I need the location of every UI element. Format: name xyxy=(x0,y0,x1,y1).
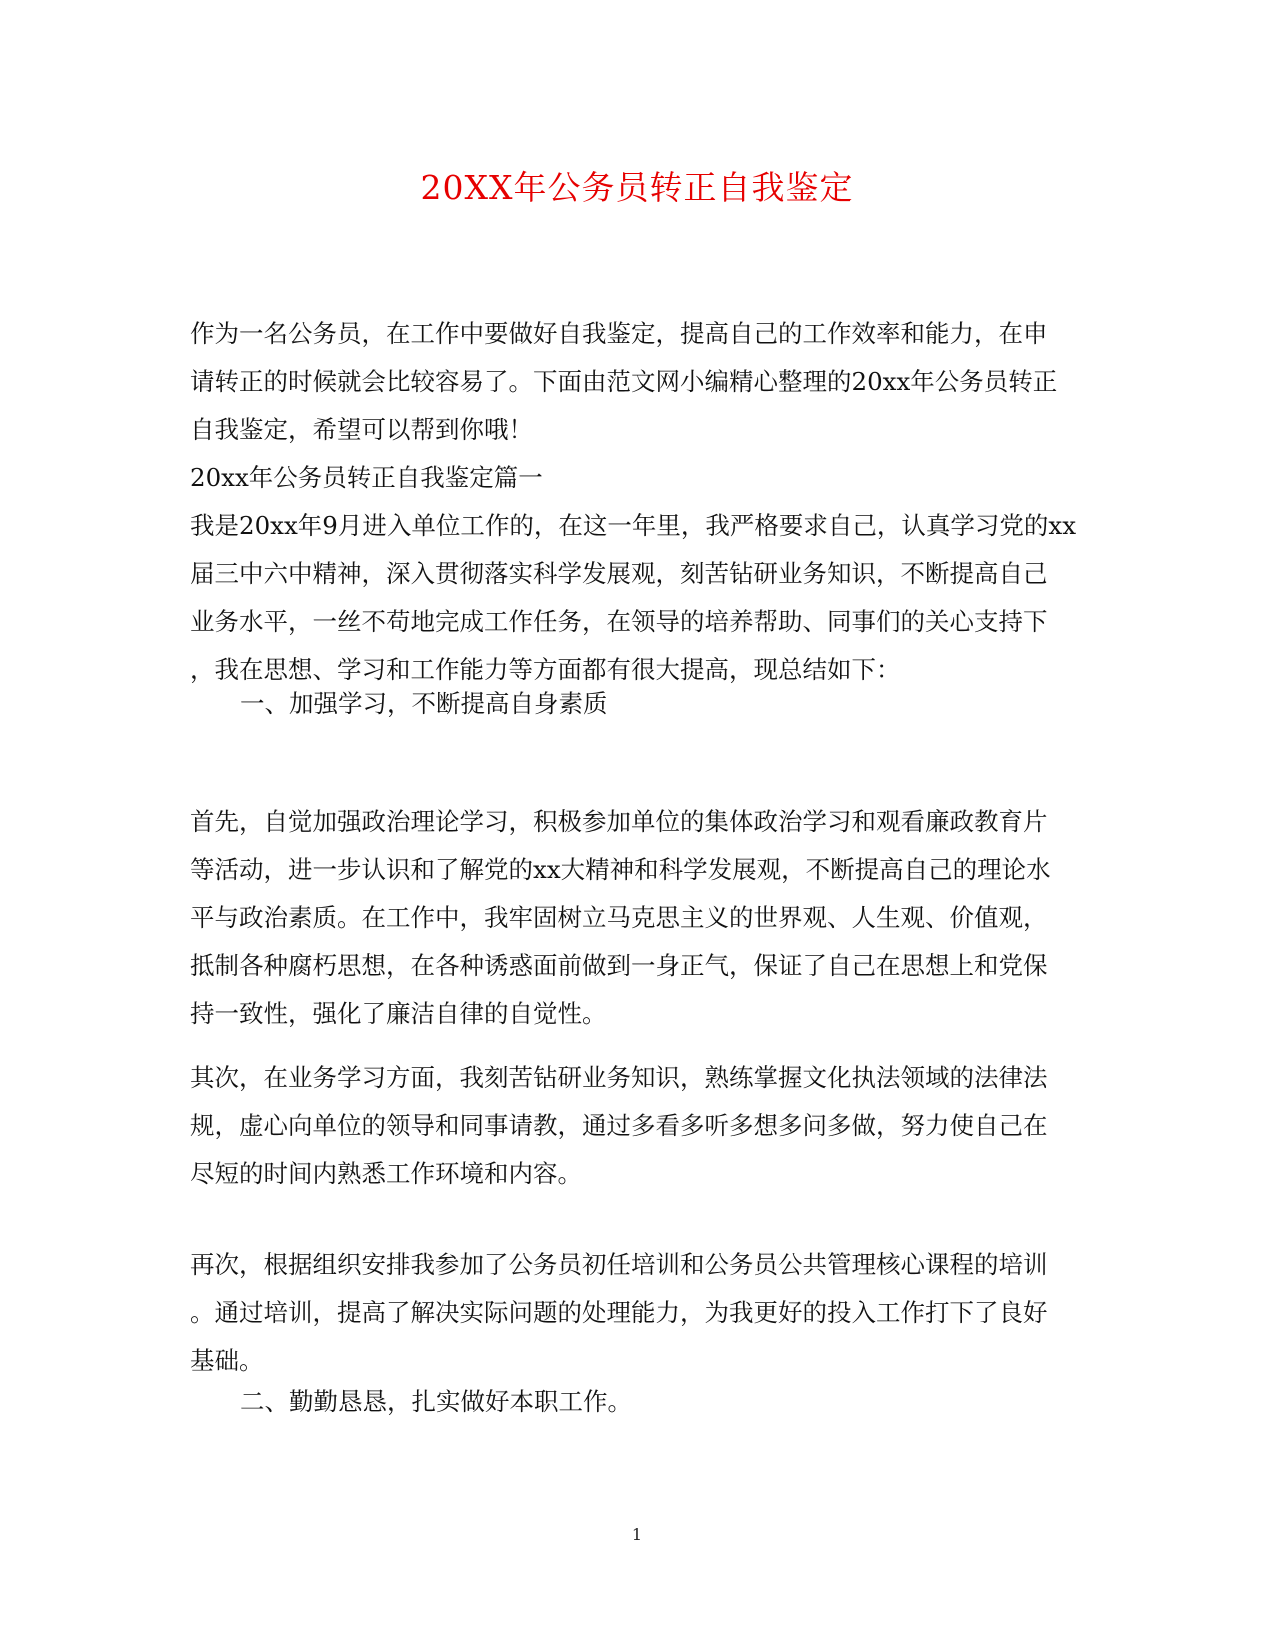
text-line: 。通过培训，提高了解决实际问题的处理能力，为我更好的投入工作打下了良好 xyxy=(190,1298,1048,1327)
paragraph-block xyxy=(190,1054,1085,1198)
section-subtitle: 20xx年公务员转正自我鉴定篇一 xyxy=(190,463,543,492)
text-line: 自我鉴定，希望可以帮到你哦！ xyxy=(190,415,533,444)
text-line: ，我在思想、学习和工作能力等方面都有很大提高，现总结如下： xyxy=(190,655,901,684)
text-line: 再次，根据组织安排我参加了公务员初任培训和公务员公共管理核心课程的培训 xyxy=(190,1250,1048,1279)
document-title: 20XX年公务员转正自我鉴定 xyxy=(420,168,854,207)
text-line: 抵制各种腐朽思想，在各种诱惑面前做到一身正气，保证了自己在思想上和党保 xyxy=(190,951,1048,980)
text-line: 我是20xx年9月进入单位工作的，在这一年里，我严格要求自己，认真学习党的xx xyxy=(190,511,1077,540)
text-line: 规，虚心向单位的领导和同事请教，通过多看多听多想多问多做，努力使自己在 xyxy=(190,1111,1048,1140)
text-line: 作为一名公务员，在工作中要做好自我鉴定，提高自己的工作效率和能力，在申 xyxy=(190,319,1048,348)
heading-block xyxy=(190,1378,1085,1426)
text-line: 等活动，进一步认识和了解党的xx大精神和科学发展观，不断提高自己的理论水 xyxy=(190,855,1051,884)
page-number: 1 xyxy=(631,1525,643,1544)
text-line: 平与政治素质。在工作中，我牢固树立马克思主义的世界观、人生观、价值观， xyxy=(190,903,1048,932)
text-line: 首先，自觉加强政治理论学习，积极参加单位的集体政治学习和观看廉政教育片 xyxy=(190,807,1048,836)
heading-block xyxy=(190,680,1085,728)
intro-block xyxy=(190,310,1085,694)
text-line: 届三中六中精神，深入贯彻落实科学发展观，刻苦钻研业务知识，不断提高自己 xyxy=(190,559,1048,588)
text-line: 业务水平，一丝不苟地完成工作任务，在领导的培养帮助、同事们的关心支持下 xyxy=(190,607,1048,636)
paragraph-block xyxy=(190,1241,1085,1385)
text-line: 请转正的时候就会比较容易了。下面由范文网小编精心整理的20xx年公务员转正 xyxy=(190,367,1058,396)
section-heading: 二、勤勤恳恳，扎实做好本职工作。 xyxy=(240,1387,632,1416)
text-line: 持一致性，强化了廉洁自律的自觉性。 xyxy=(190,999,607,1028)
text-line: 其次，在业务学习方面，我刻苦钻研业务知识，熟练掌握文化执法领域的法律法 xyxy=(190,1063,1048,1092)
text-line: 基础。 xyxy=(190,1346,264,1375)
text-line: 尽短的时间内熟悉工作环境和内容。 xyxy=(190,1159,582,1188)
section-heading: 一、加强学习，不断提高自身素质 xyxy=(240,689,608,718)
paragraph-block xyxy=(190,798,1085,1038)
